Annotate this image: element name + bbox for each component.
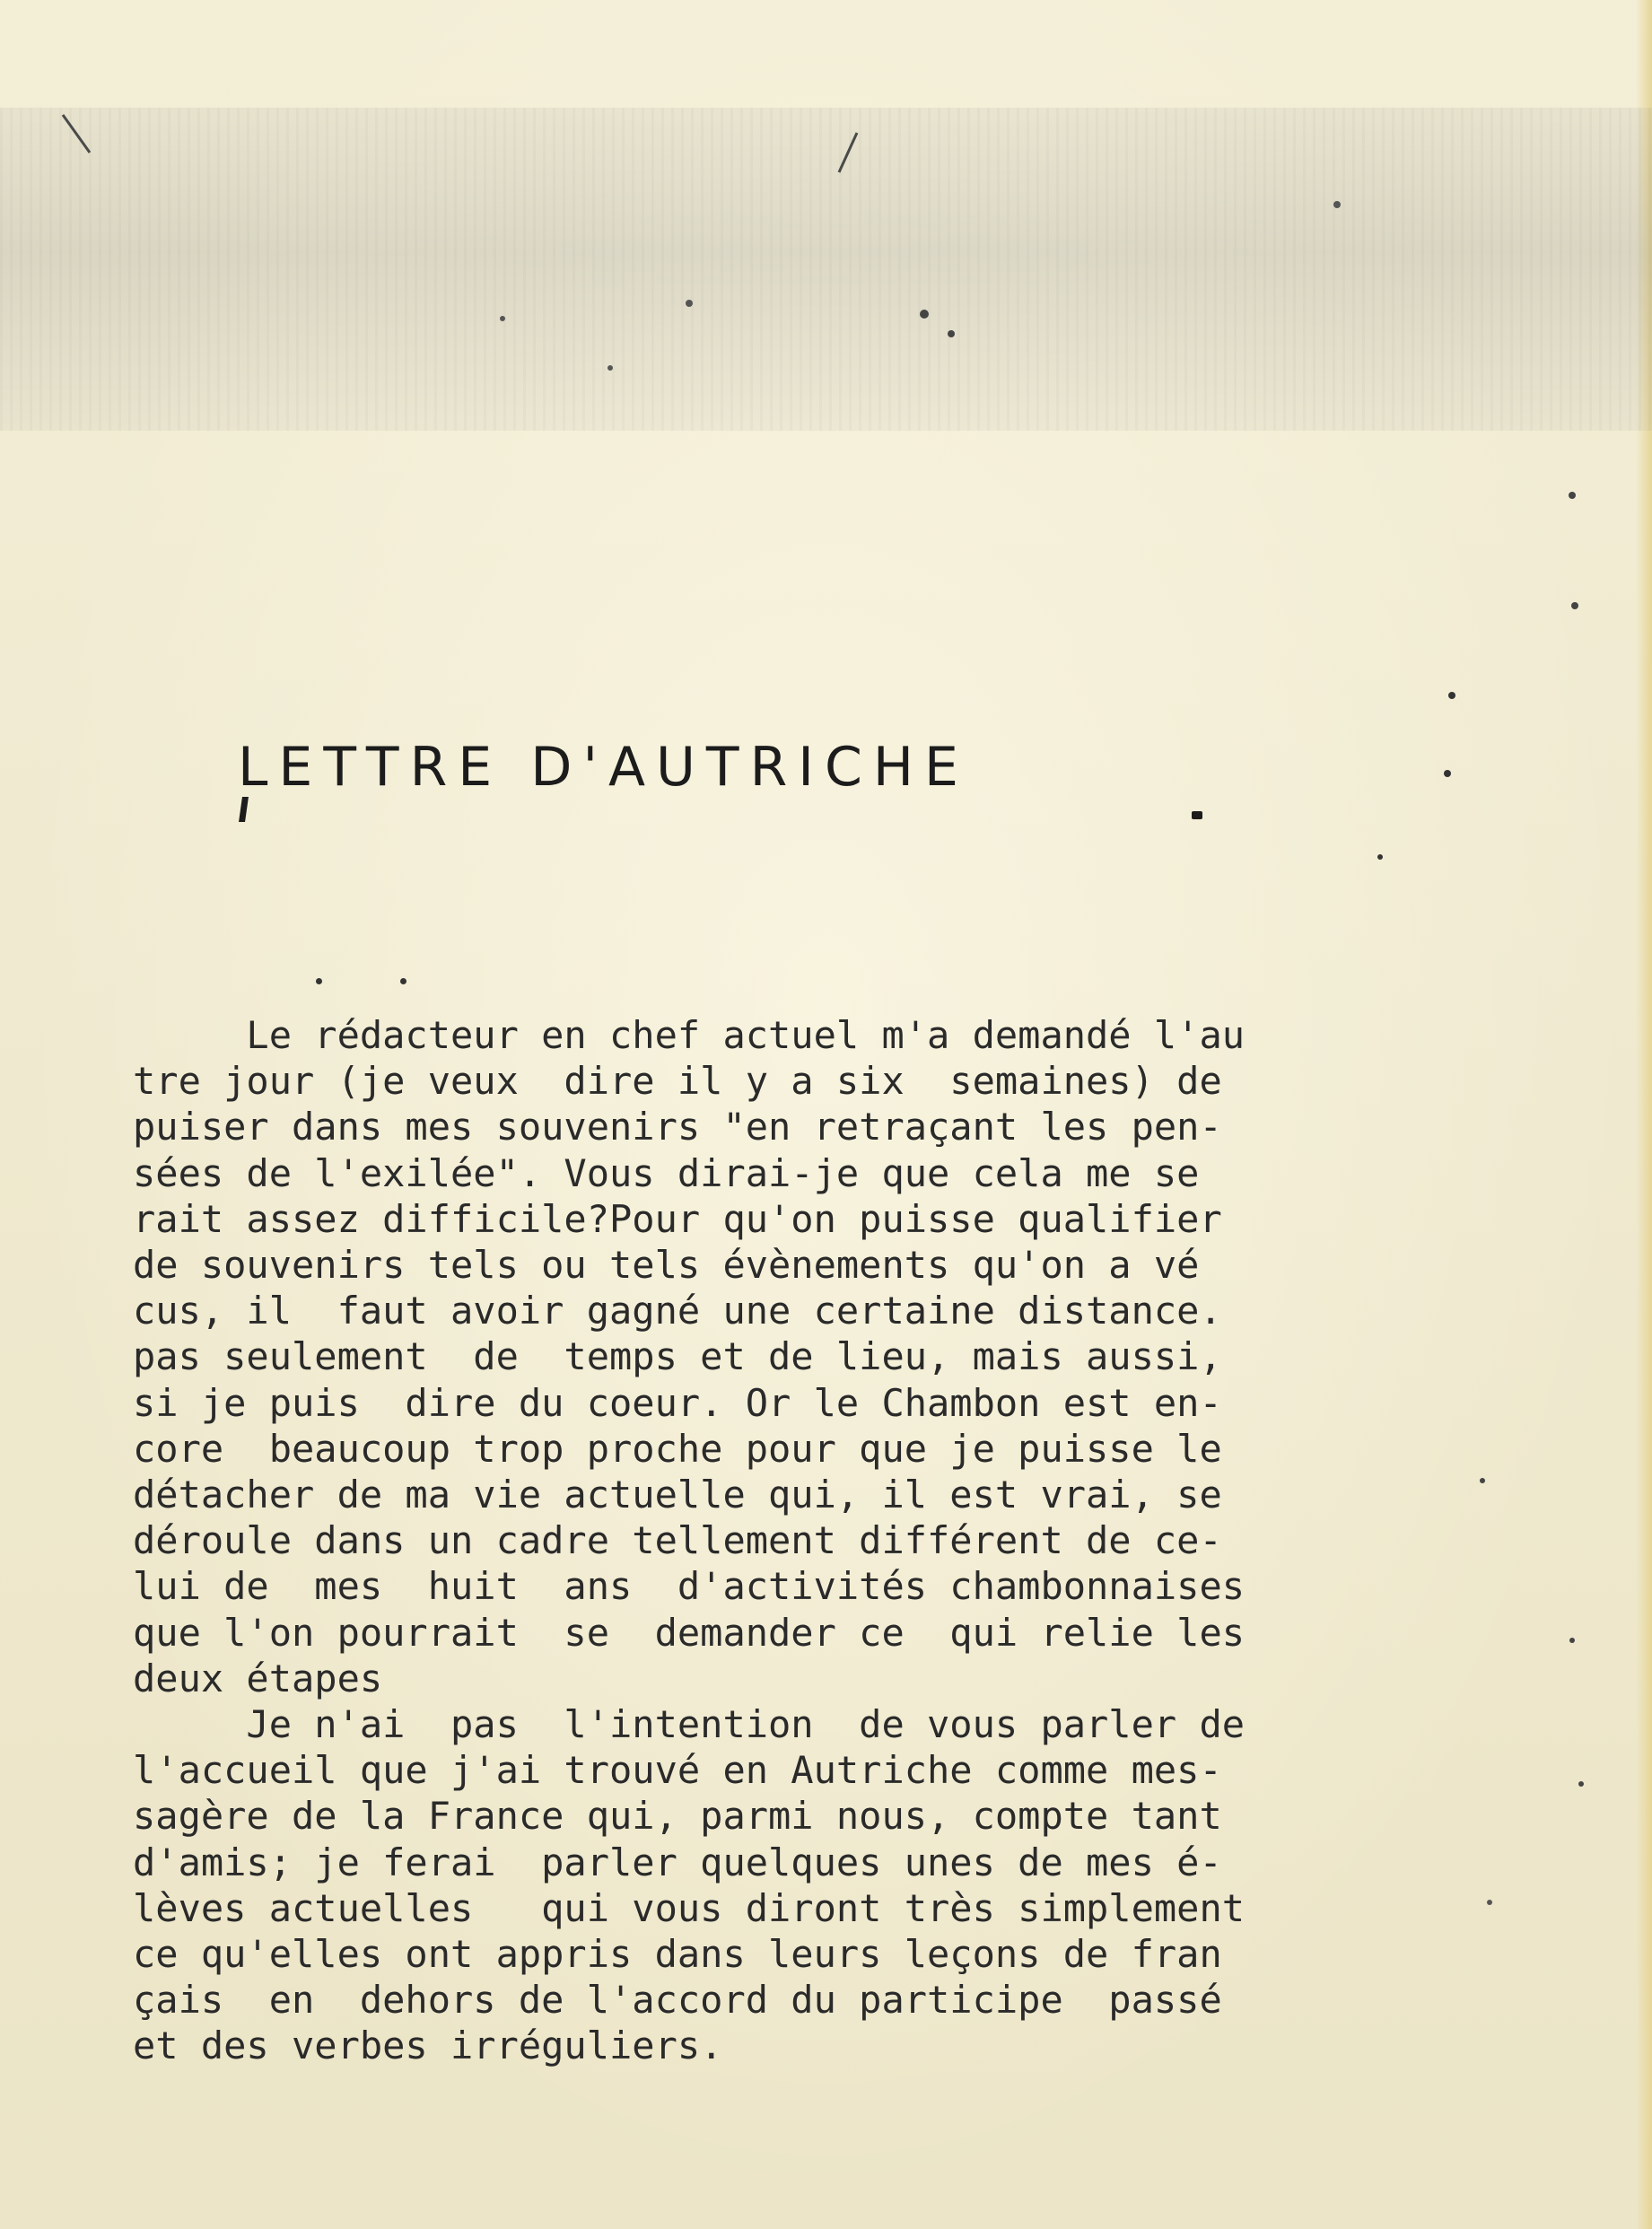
ink-bleed-band (0, 108, 1652, 431)
text-line: que l'on pourrait se demander ce qui relie les (133, 1610, 1246, 1655)
text-line: lèves actuelles qui vous diront très simplement (133, 1885, 1246, 1930)
lead-dot-1 (316, 978, 322, 984)
text-line: Le rédacteur en chef actuel m'a demandé l'au (133, 1013, 1246, 1057)
margin-speck-1 (1569, 492, 1576, 499)
margin-speck-8 (1578, 1781, 1584, 1787)
text-line: tre jour (je veux dire il y a six semaines) de (133, 1059, 1222, 1104)
text-line: et des verbes irréguliers. (133, 2024, 723, 2068)
text-line: puiser dans mes souvenirs "en retraçant les pen- (133, 1105, 1222, 1149)
text-line: deux étapes (133, 1656, 383, 1700)
text-line: sées de l'exilée". Vous dirai-je que cela me se (133, 1150, 1200, 1195)
text-line: lui de mes huit ans d'activités chambonnaises (133, 1564, 1246, 1609)
text-line: d'amis; je ferai parler quelques unes de mes é- (133, 1840, 1222, 1884)
margin-speck-7 (1569, 1638, 1575, 1643)
text-line: rait assez difficile?Pour qu'on puisse qualifier (133, 1196, 1222, 1241)
margin-speck-5 (1377, 854, 1383, 860)
text-line: cus, il faut avoir gagné une certaine distance. (133, 1289, 1222, 1333)
text-line: çais en dehors de l'accord du participe passé (133, 1978, 1222, 2023)
title-dot-mark (1192, 811, 1202, 819)
text-line: sagère de la France qui, parmi nous, compte tant (133, 1794, 1222, 1839)
text-line: de souvenirs tels ou tels évènements qu'on a vé (133, 1243, 1200, 1288)
margin-speck-3 (1448, 692, 1455, 699)
text-line: core beaucoup trop proche pour que je puisse le (133, 1426, 1222, 1471)
text-line: pas seulement de temps et de lieu, mais aussi, (133, 1334, 1222, 1379)
margin-speck-4 (1444, 770, 1451, 777)
lead-dots (316, 978, 415, 996)
document-title: LETTRE D'AUTRICHE (238, 736, 969, 799)
text-line: ce qu'elles ont appris dans leurs leçons de fran (133, 1932, 1222, 1977)
margin-speck-2 (1571, 602, 1578, 609)
text-line: l'accueil que j'ai trouvé en Autriche comme mes- (133, 1748, 1222, 1793)
text-line: déroule dans un cadre tellement différent de ce- (133, 1518, 1222, 1563)
letter-body (133, 1012, 1533, 2069)
lead-dot-2 (400, 978, 406, 984)
text-line: si je puis dire du coeur. Or le Chambon est en- (133, 1380, 1222, 1425)
text-line: Je n'ai pas l'intention de vous parler de (133, 1702, 1246, 1747)
title-tick-mark (239, 797, 249, 822)
text-line: détacher de ma vie actuelle qui, il est vrai, se (133, 1473, 1222, 1517)
